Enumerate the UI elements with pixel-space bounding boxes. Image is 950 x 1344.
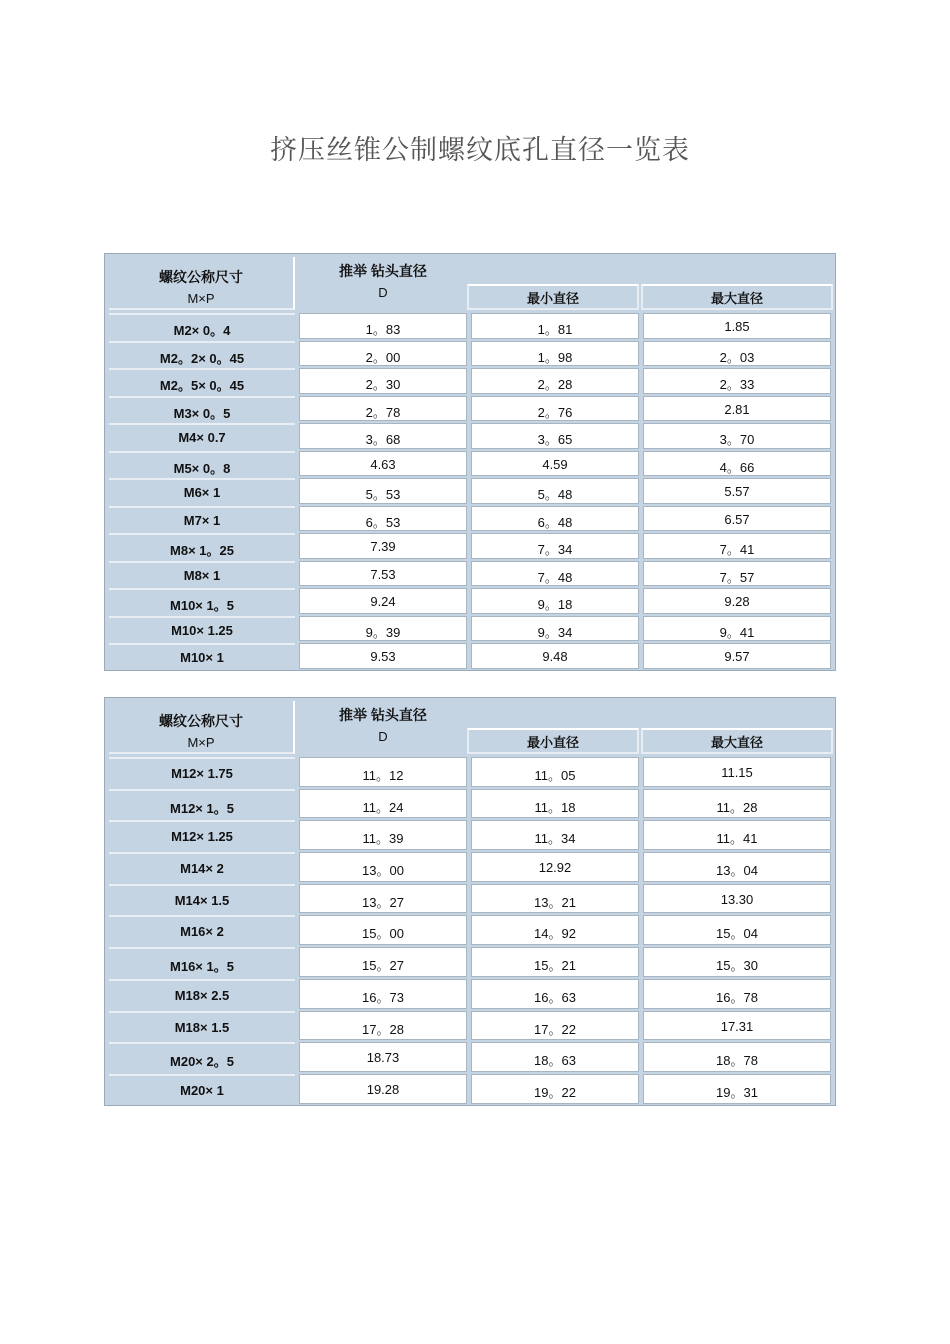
header-thread-size-label: 螺纹公称尺寸 bbox=[159, 713, 243, 729]
max-diameter-cell: 6.57 bbox=[643, 506, 831, 532]
max-diameter-cell: 3。70 bbox=[643, 423, 831, 449]
header-min-diameter: 最小直径 bbox=[467, 728, 639, 754]
table-row bbox=[105, 1041, 835, 1073]
recommended-drill-cell: 7.39 bbox=[299, 533, 467, 559]
recommended-drill-cell: 9.24 bbox=[299, 588, 467, 614]
header-thread-size-label: 螺纹公称尺寸 bbox=[159, 269, 243, 285]
thread-size-cell: M10× 1.25 bbox=[109, 616, 295, 642]
thread-size-cell: M18× 1.5 bbox=[109, 1011, 295, 1041]
table-row bbox=[105, 395, 835, 423]
max-diameter-cell: 7。57 bbox=[643, 561, 831, 587]
page-title: 挤压丝锥公制螺纹底孔直径一览表 bbox=[270, 135, 690, 166]
thread-size-cell: M3× 0。5 bbox=[109, 396, 295, 422]
table-row bbox=[105, 560, 835, 588]
thread-size-cell: M5× 0。8 bbox=[109, 451, 295, 477]
header-thread-size-unit: M×P bbox=[187, 735, 215, 750]
min-diameter-cell: 17。22 bbox=[471, 1011, 639, 1041]
recommended-drill-cell: 3。68 bbox=[299, 423, 467, 449]
recommended-drill-cell: 18.73 bbox=[299, 1042, 467, 1072]
max-diameter-cell: 16。78 bbox=[643, 979, 831, 1009]
header-min-diameter: 最小直径 bbox=[467, 284, 639, 310]
recommended-drill-cell: 17。28 bbox=[299, 1011, 467, 1041]
recommended-drill-cell: 4.63 bbox=[299, 451, 467, 477]
table-row bbox=[105, 946, 835, 978]
min-diameter-cell: 18。63 bbox=[471, 1042, 639, 1072]
recommended-drill-cell: 9.53 bbox=[299, 643, 467, 669]
thread-size-cell: M12× 1.75 bbox=[109, 757, 295, 787]
min-diameter-cell: 13。21 bbox=[471, 884, 639, 914]
table-row bbox=[105, 615, 835, 643]
thread-size-cell: M2。2× 0。45 bbox=[109, 341, 295, 367]
max-diameter-cell: 9。41 bbox=[643, 616, 831, 642]
thread-size-cell: M16× 1。5 bbox=[109, 947, 295, 977]
recommended-drill-cell: 2。30 bbox=[299, 368, 467, 394]
table-row bbox=[105, 1073, 835, 1105]
recommended-drill-cell: 2。78 bbox=[299, 396, 467, 422]
min-diameter-cell: 5。48 bbox=[471, 478, 639, 504]
recommended-drill-cell: 7.53 bbox=[299, 561, 467, 587]
header-recommended-drill bbox=[299, 260, 467, 304]
max-diameter-cell: 19。31 bbox=[643, 1074, 831, 1104]
table-row bbox=[105, 756, 835, 788]
header-recommended-drill-unit: D bbox=[378, 729, 388, 744]
min-diameter-cell: 4.59 bbox=[471, 451, 639, 477]
header-thread-size bbox=[109, 701, 295, 754]
table-row bbox=[105, 340, 835, 368]
min-diameter-cell: 12.92 bbox=[471, 852, 639, 882]
recommended-drill-cell: 15。00 bbox=[299, 915, 467, 945]
table-row bbox=[105, 914, 835, 946]
min-diameter-cell: 11。34 bbox=[471, 820, 639, 850]
table-body bbox=[105, 312, 835, 670]
min-diameter-cell: 15。21 bbox=[471, 947, 639, 977]
max-diameter-cell: 13.30 bbox=[643, 884, 831, 914]
min-diameter-cell: 7。48 bbox=[471, 561, 639, 587]
table-row bbox=[105, 422, 835, 450]
recommended-drill-cell: 13。00 bbox=[299, 852, 467, 882]
min-diameter-cell: 6。48 bbox=[471, 506, 639, 532]
header-thread-size bbox=[109, 257, 295, 310]
max-diameter-cell: 1.85 bbox=[643, 313, 831, 339]
header-recommended-drill bbox=[299, 704, 467, 748]
min-diameter-cell: 19。22 bbox=[471, 1074, 639, 1104]
thread-size-cell: M8× 1 bbox=[109, 561, 295, 587]
table-row bbox=[105, 1010, 835, 1042]
header-recommended-drill-label: 推举 钻头直径 bbox=[339, 707, 427, 723]
recommended-drill-cell: 9。39 bbox=[299, 616, 467, 642]
recommended-drill-cell: 11。12 bbox=[299, 757, 467, 787]
min-diameter-cell: 9。34 bbox=[471, 616, 639, 642]
table-row bbox=[105, 367, 835, 395]
table-row bbox=[105, 450, 835, 478]
table-row bbox=[105, 819, 835, 851]
max-diameter-cell: 7。41 bbox=[643, 533, 831, 559]
recommended-drill-cell: 6。53 bbox=[299, 506, 467, 532]
min-diameter-cell: 3。65 bbox=[471, 423, 639, 449]
table-row bbox=[105, 978, 835, 1010]
thread-size-cell: M4× 0.7 bbox=[109, 423, 295, 449]
max-diameter-cell: 11.15 bbox=[643, 757, 831, 787]
header-max-diameter: 最大直径 bbox=[641, 728, 833, 754]
header-recommended-drill-unit: D bbox=[378, 285, 388, 300]
table-row bbox=[105, 312, 835, 340]
thread-table-2 bbox=[104, 697, 836, 1106]
max-diameter-cell: 2。03 bbox=[643, 341, 831, 367]
max-diameter-cell: 2。33 bbox=[643, 368, 831, 394]
thread-size-cell: M12× 1。5 bbox=[109, 789, 295, 819]
min-diameter-cell: 9。18 bbox=[471, 588, 639, 614]
max-diameter-cell: 4。66 bbox=[643, 451, 831, 477]
table-row bbox=[105, 505, 835, 533]
max-diameter-cell: 5.57 bbox=[643, 478, 831, 504]
thread-size-cell: M6× 1 bbox=[109, 478, 295, 504]
thread-size-cell: M14× 1.5 bbox=[109, 884, 295, 914]
header-max-diameter: 最大直径 bbox=[641, 284, 833, 310]
table-row bbox=[105, 532, 835, 560]
max-diameter-cell: 17.31 bbox=[643, 1011, 831, 1041]
header-recommended-drill-label: 推举 钻头直径 bbox=[339, 263, 427, 279]
recommended-drill-cell: 15。27 bbox=[299, 947, 467, 977]
min-diameter-cell: 2。76 bbox=[471, 396, 639, 422]
recommended-drill-cell: 5。53 bbox=[299, 478, 467, 504]
max-diameter-cell: 11。28 bbox=[643, 789, 831, 819]
max-diameter-cell: 9.57 bbox=[643, 643, 831, 669]
max-diameter-cell: 9.28 bbox=[643, 588, 831, 614]
thread-size-cell: M16× 2 bbox=[109, 915, 295, 945]
recommended-drill-cell: 13。27 bbox=[299, 884, 467, 914]
table-row bbox=[105, 851, 835, 883]
table-header bbox=[105, 698, 835, 756]
table-row bbox=[105, 587, 835, 615]
table-body bbox=[105, 756, 835, 1105]
min-diameter-cell: 11。05 bbox=[471, 757, 639, 787]
min-diameter-cell: 7。34 bbox=[471, 533, 639, 559]
min-diameter-cell: 1。81 bbox=[471, 313, 639, 339]
min-diameter-cell: 11。18 bbox=[471, 789, 639, 819]
recommended-drill-cell: 11。39 bbox=[299, 820, 467, 850]
table-row bbox=[105, 642, 835, 670]
thread-size-cell: M14× 2 bbox=[109, 852, 295, 882]
thread-size-cell: M20× 1 bbox=[109, 1074, 295, 1104]
thread-size-cell: M12× 1.25 bbox=[109, 820, 295, 850]
thread-size-cell: M20× 2。5 bbox=[109, 1042, 295, 1072]
table-row bbox=[105, 883, 835, 915]
thread-size-cell: M2× 0。4 bbox=[109, 313, 295, 339]
max-diameter-cell: 15。30 bbox=[643, 947, 831, 977]
min-diameter-cell: 14。92 bbox=[471, 915, 639, 945]
max-diameter-cell: 11。41 bbox=[643, 820, 831, 850]
thread-table-1 bbox=[104, 253, 836, 671]
thread-size-cell: M10× 1。5 bbox=[109, 588, 295, 614]
thread-size-cell: M2。5× 0。45 bbox=[109, 368, 295, 394]
table-header bbox=[105, 254, 835, 312]
max-diameter-cell: 18。78 bbox=[643, 1042, 831, 1072]
min-diameter-cell: 9.48 bbox=[471, 643, 639, 669]
thread-size-cell: M7× 1 bbox=[109, 506, 295, 532]
thread-size-cell: M18× 2.5 bbox=[109, 979, 295, 1009]
recommended-drill-cell: 16。73 bbox=[299, 979, 467, 1009]
recommended-drill-cell: 11。24 bbox=[299, 789, 467, 819]
table-row bbox=[105, 788, 835, 820]
thread-size-cell: M8× 1。25 bbox=[109, 533, 295, 559]
max-diameter-cell: 13。04 bbox=[643, 852, 831, 882]
recommended-drill-cell: 1。83 bbox=[299, 313, 467, 339]
min-diameter-cell: 16。63 bbox=[471, 979, 639, 1009]
table-row bbox=[105, 477, 835, 505]
min-diameter-cell: 2。28 bbox=[471, 368, 639, 394]
min-diameter-cell: 1。98 bbox=[471, 341, 639, 367]
recommended-drill-cell: 19.28 bbox=[299, 1074, 467, 1104]
max-diameter-cell: 15。04 bbox=[643, 915, 831, 945]
thread-size-cell: M10× 1 bbox=[109, 643, 295, 669]
max-diameter-cell: 2.81 bbox=[643, 396, 831, 422]
header-thread-size-unit: M×P bbox=[187, 291, 215, 306]
recommended-drill-cell: 2。00 bbox=[299, 341, 467, 367]
